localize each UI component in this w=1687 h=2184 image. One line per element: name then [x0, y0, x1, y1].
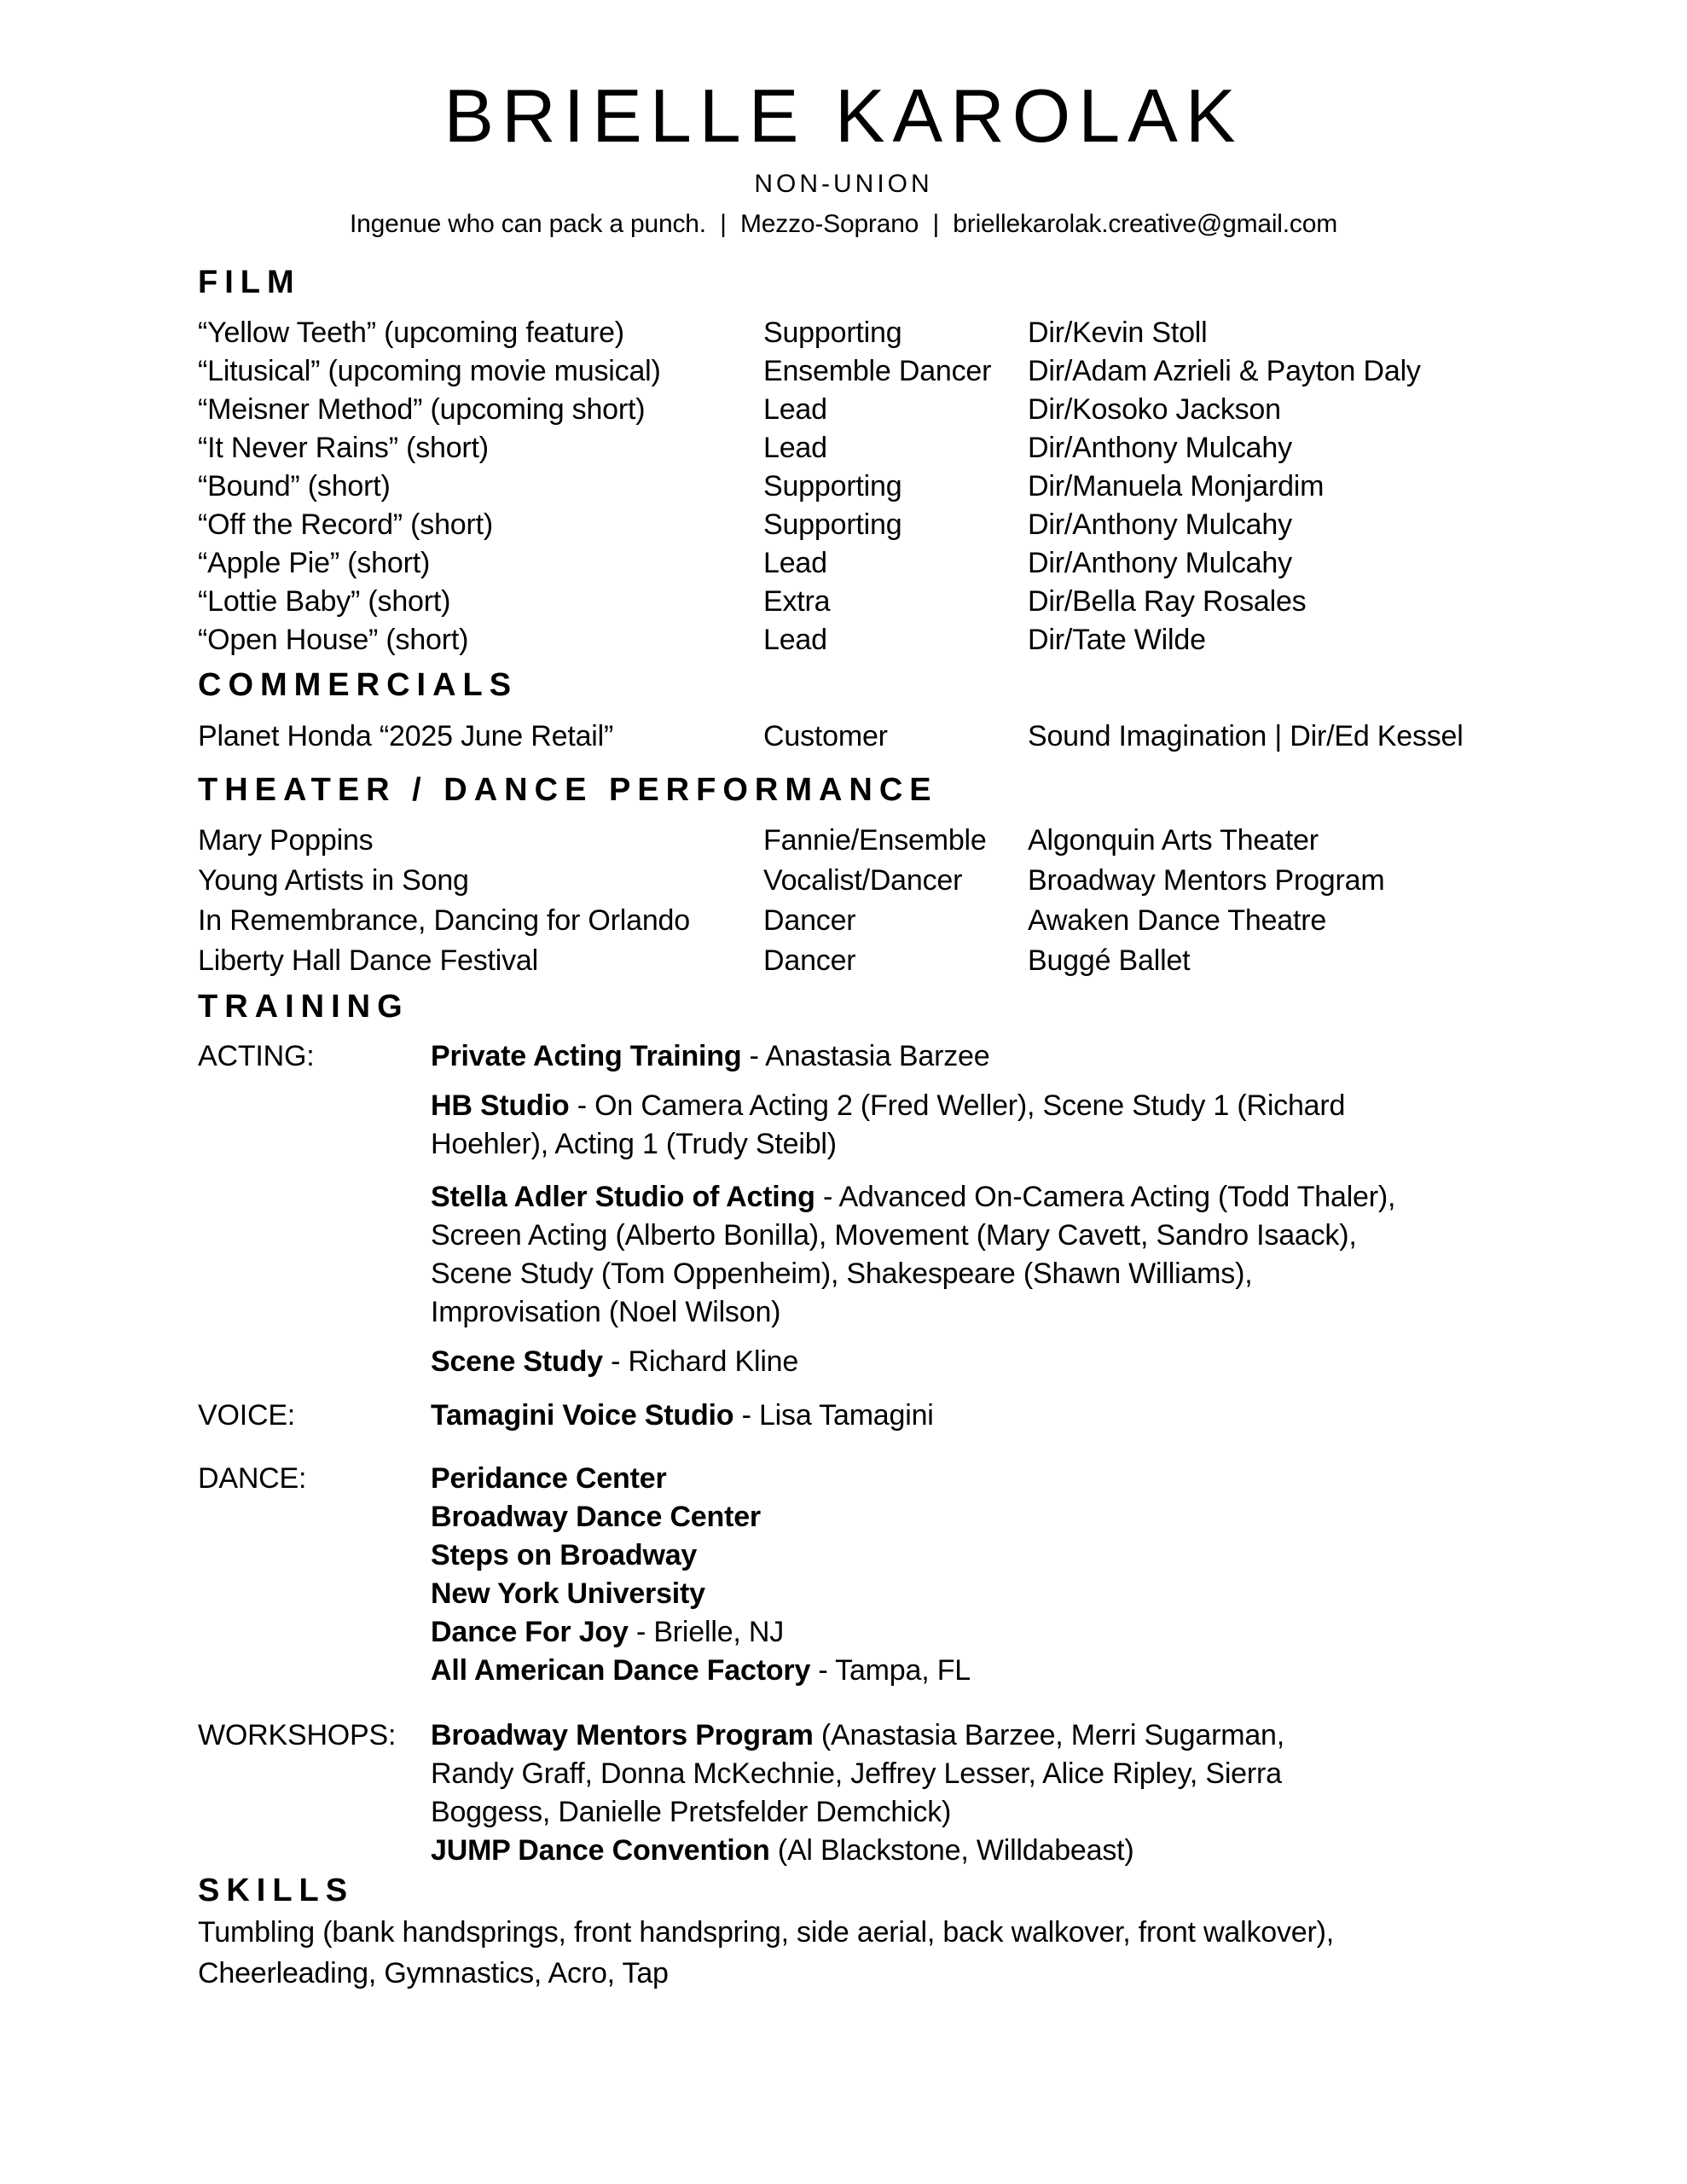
project-title: “Lottie Baby” (short)	[198, 585, 451, 619]
role: Dancer	[763, 903, 856, 937]
table-row	[198, 821, 1533, 861]
program-detail: - Richard Kline	[602, 1345, 799, 1379]
program-detail: - Advanced On-Camera Acting (Todd Thaler),	[815, 1181, 1396, 1214]
program-detail: - Brielle, NJ	[628, 1616, 785, 1649]
resume-body	[0, 264, 1687, 1994]
table-row	[198, 391, 1533, 429]
table-row	[198, 352, 1533, 391]
role: Supporting	[763, 508, 902, 542]
program-detail: - On Camera Acting 2 (Fred Weller), Scene Study 1 (Richard	[569, 1089, 1346, 1123]
role: Supporting	[763, 317, 902, 350]
program-name: Scene Study	[431, 1345, 603, 1379]
project-title: “Yellow Teeth” (upcoming feature)	[198, 317, 624, 350]
role: Lead	[763, 393, 827, 427]
program-detail: - Lisa Tamagini	[733, 1399, 934, 1432]
table-row	[198, 717, 1533, 756]
director-credit: Dir/Tate Wilde	[1028, 624, 1206, 657]
table-row	[198, 506, 1533, 544]
training-entry	[431, 1832, 1533, 1870]
film-section	[198, 264, 1533, 660]
program-name: Broadway Dance Center	[431, 1501, 761, 1534]
director-credit: Dir/Kevin Stoll	[1028, 317, 1208, 350]
training-group-voice	[198, 1397, 1533, 1435]
training-entry	[431, 1343, 1533, 1381]
commercials-section	[198, 666, 1533, 756]
director-credit: Dir/Kosoko Jackson	[1028, 393, 1281, 427]
project-title: “Open House” (short)	[198, 624, 469, 657]
table-row	[198, 314, 1533, 352]
project-title: “Meisner Method” (upcoming short)	[198, 393, 646, 427]
director-credit: Dir/Anthony Mulcahy	[1028, 547, 1292, 580]
training-category-label: DANCE:	[198, 1462, 307, 1496]
production-credit: Sound Imagination | Dir/Ed Kessel	[1028, 720, 1464, 753]
tagline: Ingenue who can pack a punch. | Mezzo-Soprano | briellekarolak.creative@gmail.com	[350, 210, 1337, 238]
theater-heading: THEATER / DANCE PERFORMANCE	[198, 772, 938, 809]
program-detail: (Al Blackstone, Willdabeast)	[769, 1834, 1134, 1867]
program-name: Private Acting Training	[431, 1040, 742, 1073]
training-heading: TRAINING	[198, 988, 409, 1025]
training-category-label: VOICE:	[198, 1399, 296, 1432]
program-name: All American Dance Factory	[431, 1654, 811, 1687]
project-title: Planet Honda “2025 June Retail”	[198, 720, 614, 753]
theater-table	[198, 821, 1533, 981]
table-row	[198, 941, 1533, 981]
resume-header	[0, 73, 1687, 241]
venue: Broadway Mentors Program	[1028, 863, 1385, 897]
program-name: HB Studio	[431, 1089, 570, 1123]
training-category-label: ACTING:	[198, 1040, 315, 1073]
training-entry	[431, 1613, 1533, 1652]
program-detail: Improvisation (Noel Wilson)	[431, 1296, 781, 1329]
table-row	[198, 861, 1533, 901]
union-status: NON-UNION	[754, 170, 933, 198]
training-entry	[431, 1716, 1533, 1832]
training-group-workshops	[198, 1716, 1533, 1870]
program-detail: Randy Graff, Donna McKechnie, Jeffrey Lesser, Alice Ripley, Sierra	[431, 1757, 1282, 1791]
program-detail: - Anastasia Barzee	[741, 1040, 990, 1073]
film-heading: FILM	[198, 264, 301, 300]
commercials-heading: COMMERCIALS	[198, 667, 519, 704]
program-detail: Screen Acting (Alberto Bonilla), Movement (Mary Cavett, Sandro Isaack),	[431, 1219, 1357, 1252]
program-detail: - Tampa, FL	[810, 1654, 971, 1687]
training-entry	[431, 1087, 1533, 1164]
table-row	[198, 468, 1533, 506]
skills-text: Tumbling (bank handsprings, front handspring, side aerial, back walkover, front walkover),	[198, 1915, 1334, 1949]
role: Fannie/Ensemble	[763, 823, 987, 857]
role: Lead	[763, 547, 827, 580]
role: Dancer	[763, 944, 856, 977]
role: Vocalist/Dancer	[763, 863, 963, 897]
director-credit: Dir/Bella Ray Rosales	[1028, 585, 1307, 619]
training-entry	[431, 1536, 1533, 1575]
skills-heading: SKILLS	[198, 1873, 355, 1909]
program-name: Steps on Broadway	[431, 1539, 698, 1572]
project-title: “Litusical” (upcoming movie musical)	[198, 355, 661, 388]
table-row	[198, 544, 1533, 583]
program-detail: Boggess, Danielle Pretsfelder Demchick)	[431, 1796, 952, 1829]
program-name: New York University	[431, 1577, 705, 1611]
role: Customer	[763, 720, 888, 753]
role: Ensemble Dancer	[763, 355, 992, 388]
training-category-label: WORKSHOPS:	[198, 1719, 397, 1752]
skills-text: Cheerleading, Gymnastics, Acro, Tap	[198, 1956, 669, 1989]
training-group-dance	[198, 1460, 1533, 1690]
director-credit: Dir/Adam Azrieli & Payton Daly	[1028, 355, 1421, 388]
training-entry	[431, 1397, 1533, 1435]
production-title: In Remembrance, Dancing for Orlando	[198, 903, 690, 937]
project-title: “Apple Pie” (short)	[198, 547, 431, 580]
program-detail: Hoehler), Acting 1 (Trudy Steibl)	[431, 1128, 837, 1161]
director-credit: Dir/Manuela Monjardim	[1028, 470, 1325, 503]
training-entry	[431, 1178, 1533, 1332]
training-entry	[431, 1575, 1533, 1613]
training-section	[198, 988, 1533, 1871]
project-title: “It Never Rains” (short)	[198, 432, 489, 465]
program-name: Stella Adler Studio of Acting	[431, 1181, 815, 1214]
program-name: Broadway Mentors Program	[431, 1719, 814, 1752]
program-name: Tamagini Voice Studio	[431, 1399, 734, 1432]
venue: Buggé Ballet	[1028, 944, 1191, 977]
theater-section	[198, 771, 1533, 981]
table-row	[198, 621, 1533, 659]
training-entry	[431, 1460, 1533, 1498]
production-title: Mary Poppins	[198, 823, 374, 857]
program-name: Peridance Center	[431, 1462, 667, 1496]
training-entry	[431, 1037, 1533, 1076]
project-title: “Off the Record” (short)	[198, 508, 494, 542]
program-name: Dance For Joy	[431, 1616, 629, 1649]
venue: Awaken Dance Theatre	[1028, 903, 1327, 937]
table-row	[198, 429, 1533, 468]
production-title: Young Artists in Song	[198, 863, 469, 897]
program-name: JUMP Dance Convention	[431, 1834, 770, 1867]
film-table	[198, 314, 1533, 659]
project-title: “Bound” (short)	[198, 470, 391, 503]
role: Lead	[763, 624, 827, 657]
role: Supporting	[763, 470, 902, 503]
training-group-acting	[198, 1037, 1533, 1381]
table-row	[198, 583, 1533, 621]
training-entry	[431, 1652, 1533, 1690]
program-detail: (Anastasia Barzee, Merri Sugarman,	[813, 1719, 1284, 1752]
venue: Algonquin Arts Theater	[1028, 823, 1319, 857]
page-title: BRIELLE KAROLAK	[443, 73, 1244, 158]
skills-section	[198, 1872, 1533, 1994]
director-credit: Dir/Anthony Mulcahy	[1028, 508, 1292, 542]
role: Lead	[763, 432, 827, 465]
commercials-table	[198, 717, 1533, 756]
director-credit: Dir/Anthony Mulcahy	[1028, 432, 1292, 465]
production-title: Liberty Hall Dance Festival	[198, 944, 538, 977]
role: Extra	[763, 585, 831, 619]
training-entry	[431, 1498, 1533, 1536]
program-detail: Scene Study (Tom Oppenheim), Shakespeare (Shawn Williams),	[431, 1258, 1253, 1291]
table-row	[198, 901, 1533, 941]
